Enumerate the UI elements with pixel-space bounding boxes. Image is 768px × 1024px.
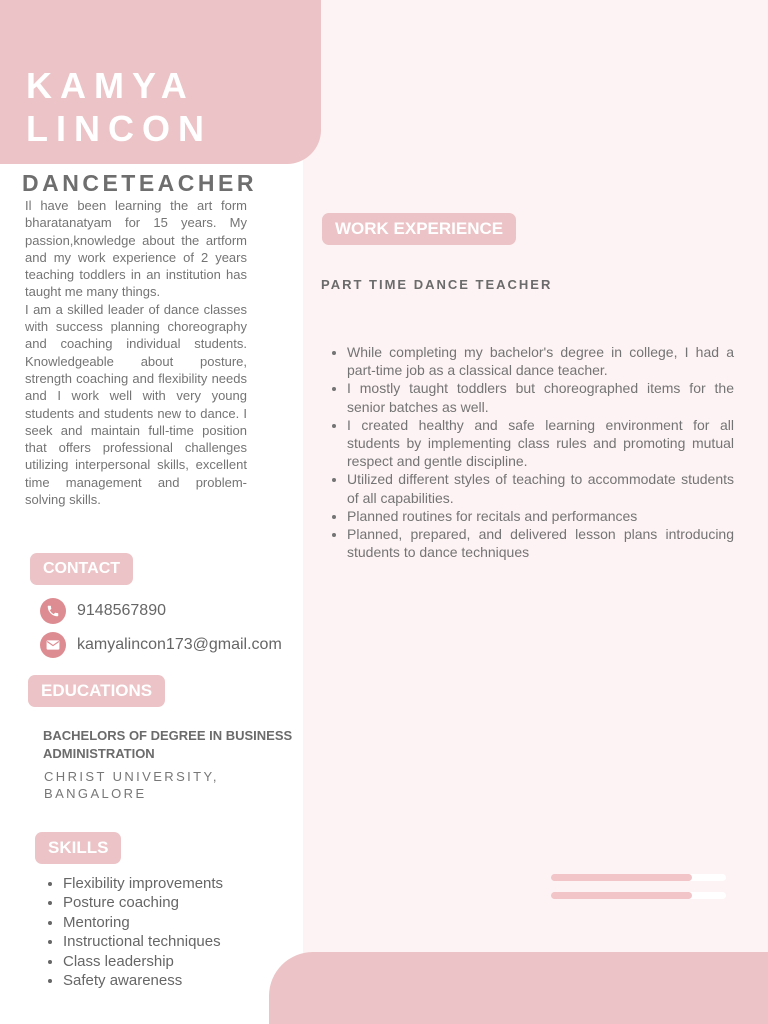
institution-name: CHRIST UNIVERSITY, BANGALORE — [44, 769, 219, 801]
education-heading: EDUCATIONS — [28, 675, 165, 707]
mail-icon — [40, 632, 66, 658]
decorative-bar — [551, 892, 692, 899]
email-address[interactable]: kamyalincon173@gmail.com — [77, 636, 282, 653]
skill-item: • Mentoring — [63, 913, 223, 932]
duty-item: • Planned, prepared, and delivered lesson plans introducing students to dance techniques — [347, 525, 734, 561]
contact-heading: CONTACT — [30, 553, 133, 585]
duties-list — [328, 343, 734, 561]
duty-item: • While completing my bachelor's degree in college, I had a part-time job as a classical dance teacher. — [347, 343, 734, 379]
duty-item: • Planned routines for recitals and performances — [347, 507, 734, 525]
phone-row — [40, 598, 166, 624]
skill-item: • Safety awareness — [63, 971, 223, 990]
degree-name: BACHELORS OF DEGREE IN BUSINESS ADMINISTRATION — [43, 728, 293, 761]
skills-heading: SKILLS — [35, 832, 121, 864]
email-row — [40, 632, 282, 658]
phone-number[interactable]: 9148567890 — [77, 602, 166, 619]
job-title: PART TIME DANCE TEACHER — [321, 277, 553, 292]
first-name: KAMYA — [26, 65, 195, 106]
summary-paragraph: Il have been learning the art form bharatanatyam for 15 years. My passion,knowledge about the artform and my work experience of 2 years teaching toddlers in an institution has taught me many things. — [25, 198, 247, 300]
decorative-bar — [551, 874, 692, 881]
duty-item: • I created healthy and safe learning environment for all students by implementing class rules and promoting mutual respect and gentle discipline. — [347, 416, 734, 471]
phone-icon — [40, 598, 66, 624]
duty-item: • I mostly taught toddlers but choreographed items for the senior batches as well. — [347, 379, 734, 415]
skill-item: • Class leadership — [63, 952, 223, 971]
summary-paragraph: I am a skilled leader of dance classes with success planning choreography and coaching individual students. Knowledgeable about posture, strength coaching and flexibility needs and I work well with very young students and students new to dance. I seek and maintain full-time position that offers professional challenges utilizing interpersonal skills, excellent time management and problem-solving skills. — [25, 301, 247, 508]
last-name: LINCON — [26, 108, 212, 149]
skill-item: • Flexibility improvements — [63, 874, 223, 893]
header-block — [0, 0, 321, 164]
duty-item: • Utilized different styles of teaching to accommodate students of all capabilities. — [347, 470, 734, 506]
skills-list — [28, 874, 223, 990]
skill-item: • Instructional techniques — [63, 932, 223, 951]
footer-block — [269, 952, 768, 1024]
skill-item: • Posture coaching — [63, 893, 223, 912]
profile-summary — [25, 197, 247, 557]
job-role-title: DANCETEACHER — [22, 170, 257, 196]
work-experience-heading: WORK EXPERIENCE — [322, 213, 516, 245]
